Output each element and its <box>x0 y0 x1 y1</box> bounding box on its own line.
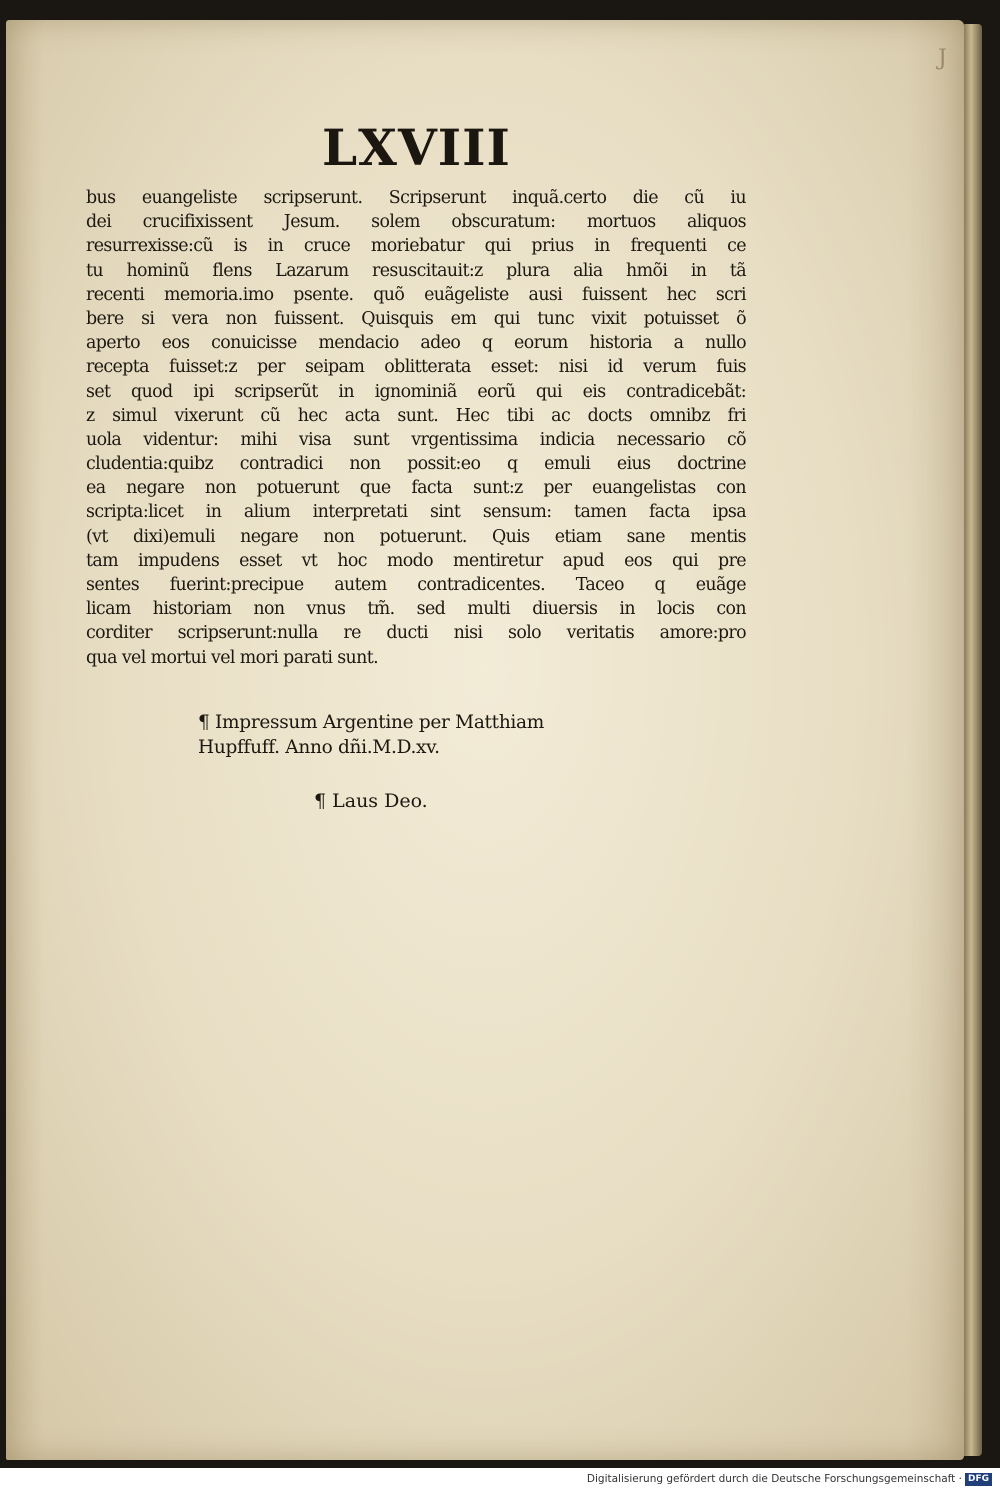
text-line: cludentia:quibz contradici non possit:eo q emuli eius doctrine <box>86 454 746 475</box>
colophon-line: Hupffuff. Anno dñi.M.D.xv. <box>198 737 440 758</box>
text-line: corditer scripserunt:nulla re ducti nisi solo veritatis amore:pro <box>86 623 746 644</box>
dfg-logo: DFG <box>965 1473 992 1486</box>
text-line: (vt dixi)emuli negare non potuerunt. Quis etiam sane mentis <box>86 526 746 547</box>
colophon-line: ¶ Impressum Argentine per Matthiam <box>198 712 545 733</box>
text-line: uola videntur: mihi visa sunt vrgentissima indicia necessario cõ <box>86 429 746 450</box>
body-text <box>86 186 746 670</box>
text-line: ea negare non potuerunt que facta sunt:z per euangelistas con <box>86 478 746 499</box>
credit-text: Digitalisierung gefördert durch die Deutsche Forschungsgemeinschaft · <box>586 1473 962 1485</box>
text-line: resurrexisse:cũ is in cruce moriebatur qui prius in frequenti ce <box>86 236 746 257</box>
text-line: sentes fuerint:precipue autem contradicentes. Taceo q euãge <box>86 575 746 595</box>
text-line: dei crucifixissent Jesum. solem obscuratum: mortuos aliquos <box>86 212 746 233</box>
text-line: tu hominũ flens Lazarum resuscitauit:z plura alia hmõi in tã <box>86 260 746 281</box>
text-line: bere si vera non fuissent. Quisquis em qui tunc vixit potuisset õ <box>86 308 746 329</box>
page-tab-mark: J <box>938 46 947 71</box>
folio-number: LXVIII <box>322 118 511 177</box>
text-line: recenti memoria.imo psente. quõ euãgeliste ausi fuissent hec scri <box>86 284 746 305</box>
page-edge <box>964 24 982 1456</box>
digitization-credit <box>587 1470 992 1488</box>
colophon <box>198 710 658 760</box>
text-line: licam historiam non vnus tm̃. sed multi diuersis in locis con <box>86 599 746 620</box>
text-line: bus euangeliste scripserunt. Scripserunt inquã.certo die cũ iu <box>86 188 746 208</box>
text-line: tam impudens esset vt hoc modo mentiretur apud eos qui pre <box>86 550 746 571</box>
explicit-laus-deo: ¶ Laus Deo. <box>314 790 428 812</box>
text-line: z simul vixerunt cũ hec acta sunt. Hec tibi ac docts omnibz fri <box>86 405 746 426</box>
text-line: set quod ipi scripserũt in ignominiã eorũ qui eis contradicebãt: <box>86 381 746 402</box>
text-line: recepta fuisset:z per seipam oblitterata esset: nisi id verum fuis <box>86 357 746 378</box>
text-line: aperto eos conuicisse mendacio adeo q eorum historia a nullo <box>86 333 746 354</box>
text-line: scripta:licet in alium interpretati sint sensum: tamen facta ipsa <box>86 502 746 523</box>
text-line-last: qua vel mortui vel mori parati sunt. <box>86 647 379 668</box>
